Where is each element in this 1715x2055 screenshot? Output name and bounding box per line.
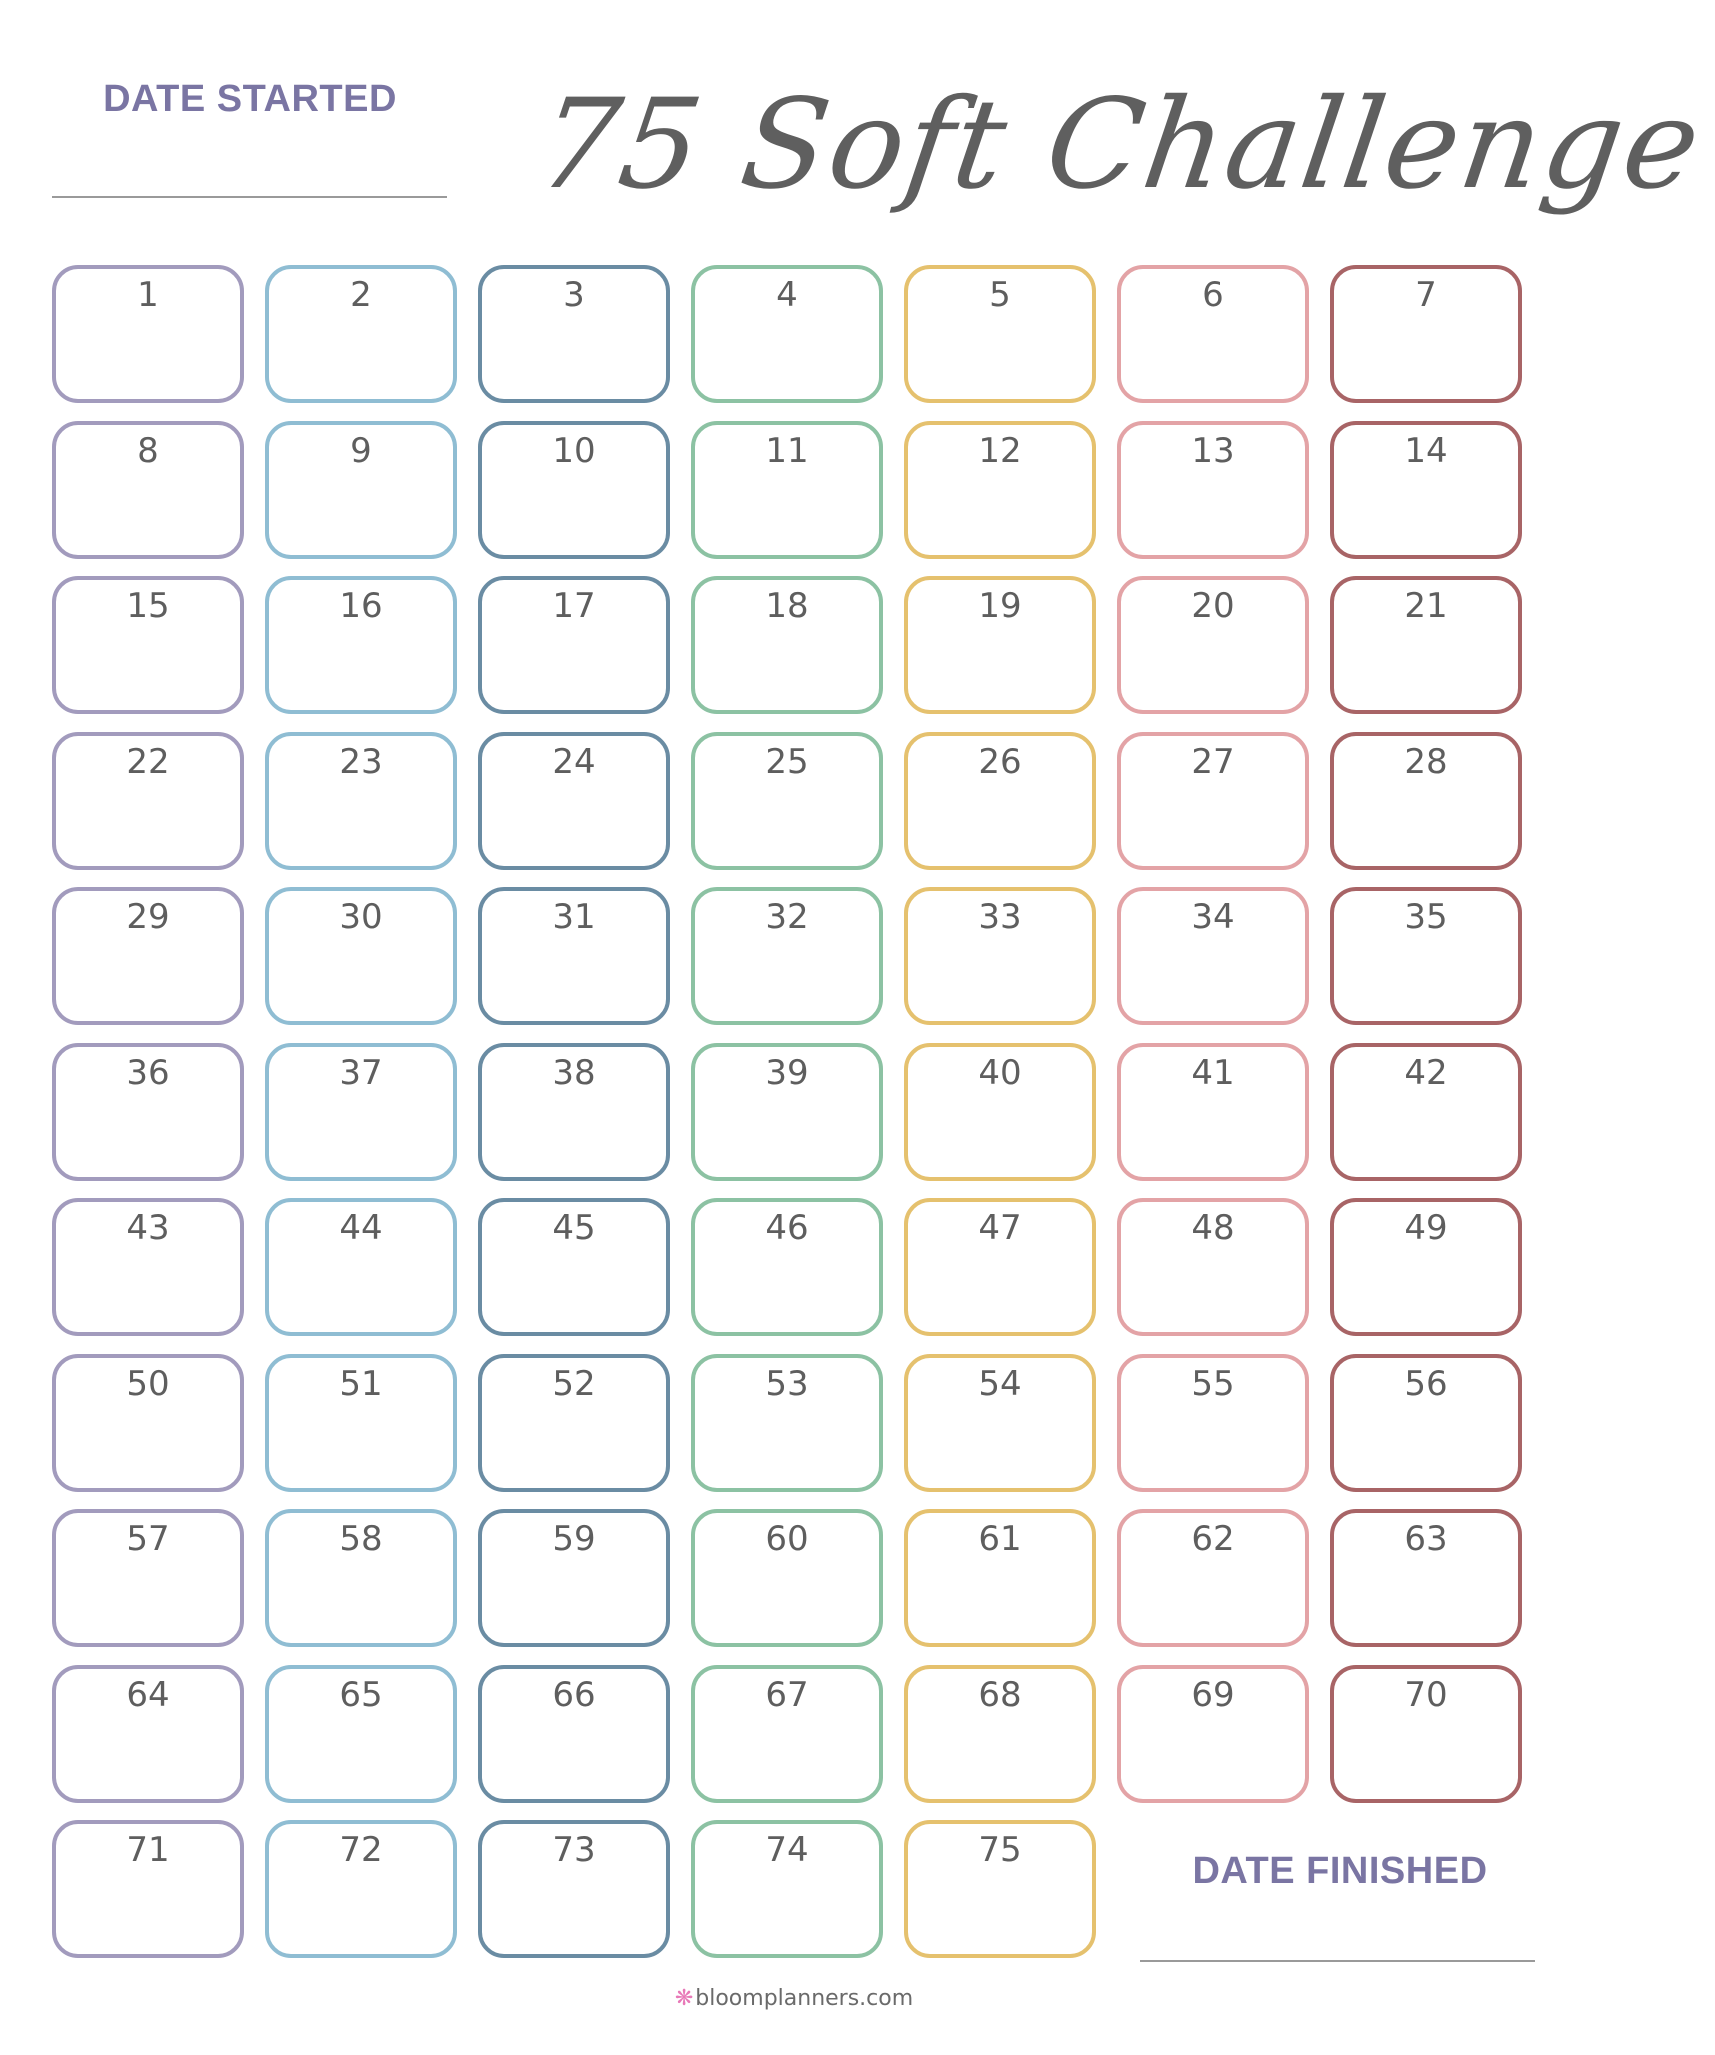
day-box[interactable] <box>1330 887 1522 1025</box>
day-box[interactable] <box>1117 421 1309 559</box>
day-number: 6 <box>1202 275 1224 315</box>
day-box[interactable] <box>52 265 244 403</box>
day-number: 45 <box>552 1208 596 1248</box>
page-title: 75 Soft Challenge <box>529 73 1711 217</box>
day-number: 59 <box>552 1519 596 1559</box>
day-box[interactable] <box>1117 576 1309 714</box>
day-number: 8 <box>137 430 159 471</box>
day-box[interactable] <box>691 1665 883 1803</box>
day-box[interactable] <box>1117 732 1309 870</box>
day-number: 49 <box>1404 1208 1448 1248</box>
day-box[interactable] <box>904 1198 1096 1336</box>
day-number: 50 <box>126 1363 170 1404</box>
day-box[interactable] <box>1117 265 1309 403</box>
day-number: 14 <box>1404 430 1448 471</box>
day-box[interactable] <box>265 1354 457 1492</box>
day-number: 53 <box>765 1363 809 1404</box>
day-number: 35 <box>1404 897 1448 937</box>
day-box[interactable] <box>52 1509 244 1647</box>
day-number: 29 <box>126 897 170 937</box>
day-number: 56 <box>1404 1363 1448 1404</box>
day-box[interactable] <box>52 576 244 714</box>
day-box[interactable] <box>52 1820 244 1958</box>
day-box[interactable] <box>691 1820 883 1958</box>
day-box[interactable] <box>52 421 244 559</box>
day-box[interactable] <box>265 732 457 870</box>
day-number: 13 <box>1191 430 1235 471</box>
date-started-label: DATE STARTED <box>103 78 397 120</box>
day-number: 36 <box>126 1052 170 1093</box>
day-number: 10 <box>552 430 596 471</box>
day-box[interactable] <box>265 421 457 559</box>
day-number: 5 <box>989 275 1011 315</box>
day-number: 2 <box>350 275 372 315</box>
day-number: 24 <box>552 741 596 782</box>
day-number: 75 <box>978 1830 1022 1870</box>
day-box[interactable] <box>1117 1665 1309 1803</box>
day-number: 46 <box>765 1208 809 1248</box>
day-box[interactable] <box>478 732 670 870</box>
day-number: 11 <box>765 430 809 471</box>
day-number: 27 <box>1191 741 1235 782</box>
day-number: 43 <box>126 1208 170 1248</box>
day-number: 44 <box>339 1208 383 1248</box>
day-number: 32 <box>765 897 809 937</box>
day-box[interactable] <box>52 1665 244 1803</box>
day-box[interactable] <box>265 887 457 1025</box>
day-box[interactable] <box>904 265 1096 403</box>
day-number: 54 <box>978 1363 1022 1404</box>
day-box[interactable] <box>478 1198 670 1336</box>
day-box[interactable] <box>478 887 670 1025</box>
day-number: 9 <box>350 430 372 471</box>
day-box[interactable] <box>52 732 244 870</box>
day-number: 39 <box>765 1052 809 1093</box>
day-box[interactable] <box>691 732 883 870</box>
day-box[interactable] <box>1117 1509 1309 1647</box>
day-number: 71 <box>126 1830 170 1870</box>
day-number: 63 <box>1404 1519 1448 1559</box>
day-number: 74 <box>765 1830 809 1870</box>
day-box[interactable] <box>1117 1354 1309 1492</box>
day-box[interactable] <box>265 1043 457 1181</box>
flower-icon: ❋ <box>674 1986 694 2011</box>
day-number: 55 <box>1191 1363 1235 1404</box>
day-number: 69 <box>1191 1674 1235 1715</box>
day-number: 41 <box>1191 1052 1235 1093</box>
day-number: 19 <box>978 586 1022 626</box>
day-number: 17 <box>552 586 596 626</box>
day-number: 4 <box>776 275 798 315</box>
day-box[interactable] <box>1330 1509 1522 1647</box>
day-box[interactable] <box>1117 887 1309 1025</box>
day-number: 15 <box>126 586 170 626</box>
day-number: 68 <box>978 1674 1022 1715</box>
day-box[interactable] <box>691 576 883 714</box>
day-number: 58 <box>339 1519 383 1559</box>
day-box[interactable] <box>1330 1043 1522 1181</box>
day-number: 52 <box>552 1363 596 1404</box>
day-box[interactable] <box>478 1043 670 1181</box>
day-box[interactable] <box>904 576 1096 714</box>
day-box[interactable] <box>691 1198 883 1336</box>
day-box[interactable] <box>1330 576 1522 714</box>
day-box[interactable] <box>265 1665 457 1803</box>
day-box[interactable] <box>52 1043 244 1181</box>
day-number: 12 <box>978 430 1022 471</box>
day-number: 34 <box>1191 897 1235 937</box>
day-box[interactable] <box>691 265 883 403</box>
day-box[interactable] <box>478 1354 670 1492</box>
day-number: 20 <box>1191 586 1235 626</box>
day-number: 72 <box>339 1830 383 1870</box>
day-number: 62 <box>1191 1519 1235 1559</box>
site-url: bloomplanners.com <box>695 1986 914 2011</box>
day-box[interactable] <box>265 265 457 403</box>
day-number: 3 <box>563 275 585 315</box>
day-number: 66 <box>552 1674 596 1715</box>
day-box[interactable] <box>265 1509 457 1647</box>
day-box[interactable] <box>904 1509 1096 1647</box>
day-number: 26 <box>978 741 1022 782</box>
day-number: 40 <box>978 1052 1022 1093</box>
day-box[interactable] <box>691 1043 883 1181</box>
day-box[interactable] <box>1330 1198 1522 1336</box>
day-number: 25 <box>765 741 809 782</box>
day-box[interactable] <box>265 576 457 714</box>
day-number: 65 <box>339 1674 383 1715</box>
day-number: 47 <box>978 1208 1022 1248</box>
day-number: 70 <box>1404 1674 1448 1715</box>
day-box[interactable] <box>478 576 670 714</box>
day-number: 28 <box>1404 741 1448 782</box>
day-number: 48 <box>1191 1208 1235 1248</box>
day-number: 23 <box>339 741 383 782</box>
date-started-field[interactable] <box>52 196 447 198</box>
day-box[interactable] <box>478 1820 670 1958</box>
day-box[interactable] <box>478 1509 670 1647</box>
day-box[interactable] <box>52 1198 244 1336</box>
day-box[interactable] <box>265 1820 457 1958</box>
day-box[interactable] <box>691 1354 883 1492</box>
day-number: 18 <box>765 586 809 626</box>
day-number: 38 <box>552 1052 596 1093</box>
day-number: 51 <box>339 1363 383 1404</box>
day-number: 16 <box>339 586 383 626</box>
day-box[interactable] <box>52 887 244 1025</box>
date-finished-field[interactable] <box>1140 1960 1535 1962</box>
day-box[interactable] <box>904 732 1096 870</box>
day-box[interactable] <box>52 1354 244 1492</box>
day-number: 33 <box>978 897 1022 937</box>
day-box[interactable] <box>904 1820 1096 1958</box>
day-number: 7 <box>1415 275 1437 315</box>
day-number: 22 <box>126 741 170 782</box>
day-box[interactable] <box>1330 421 1522 559</box>
day-box[interactable] <box>478 265 670 403</box>
day-number: 31 <box>552 897 596 937</box>
day-number: 42 <box>1404 1052 1448 1093</box>
footer <box>0 1986 1588 2011</box>
day-number: 1 <box>137 275 159 315</box>
day-box[interactable] <box>1117 1043 1309 1181</box>
day-box[interactable] <box>1330 1354 1522 1492</box>
day-box[interactable] <box>265 1198 457 1336</box>
day-number: 37 <box>339 1052 383 1093</box>
day-number: 60 <box>765 1519 809 1559</box>
day-box[interactable] <box>691 1509 883 1647</box>
day-box[interactable] <box>904 1665 1096 1803</box>
day-number: 30 <box>339 897 383 937</box>
day-box[interactable] <box>904 887 1096 1025</box>
day-number: 67 <box>765 1674 809 1715</box>
day-box[interactable] <box>904 1354 1096 1492</box>
day-number: 73 <box>552 1830 596 1870</box>
day-box[interactable] <box>904 1043 1096 1181</box>
day-box[interactable] <box>904 421 1096 559</box>
day-box[interactable] <box>478 421 670 559</box>
day-number: 61 <box>978 1519 1022 1559</box>
day-box[interactable] <box>1330 732 1522 870</box>
day-box[interactable] <box>1117 1198 1309 1336</box>
day-box[interactable] <box>691 421 883 559</box>
day-box[interactable] <box>478 1665 670 1803</box>
day-box[interactable] <box>691 887 883 1025</box>
day-number: 64 <box>126 1674 170 1715</box>
day-box[interactable] <box>1330 1665 1522 1803</box>
date-finished-label: DATE FINISHED <box>1192 1850 1488 1892</box>
day-number: 57 <box>126 1519 170 1559</box>
day-box[interactable] <box>1330 265 1522 403</box>
day-number: 21 <box>1404 586 1448 626</box>
